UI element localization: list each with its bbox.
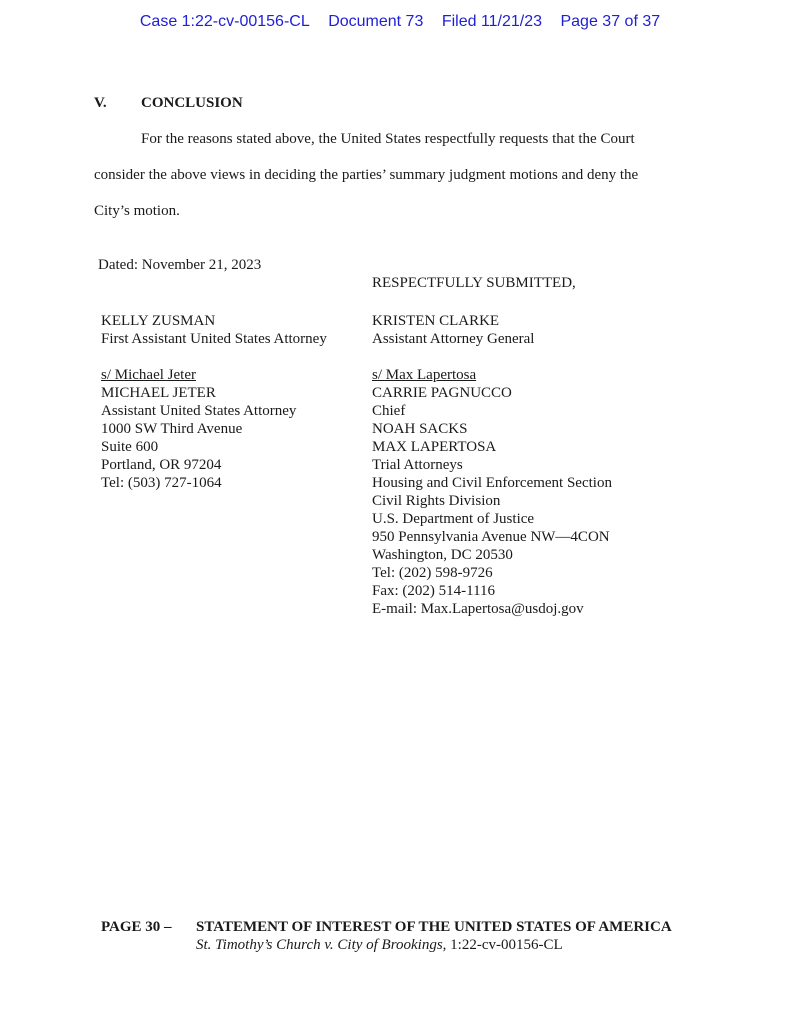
body-line-1: For the reasons stated above, the United States respectfully requests that the Court: [141, 131, 635, 147]
left-signature-block: [101, 312, 327, 492]
body-line-3: City’s motion.: [94, 203, 180, 219]
right-line: U.S. Department of Justice: [372, 511, 535, 527]
right-line: MAX LAPERTOSA: [372, 439, 497, 455]
right-line: Civil Rights Division: [372, 493, 501, 509]
right-line: CARRIE PAGNUCCO: [372, 385, 512, 401]
case-number: Case 1:22-cv-00156-CL: [139, 13, 310, 30]
left-line: 1000 SW Third Avenue: [101, 421, 243, 437]
right-signature-block: [372, 312, 612, 618]
left-name: KELLY ZUSMAN: [101, 313, 216, 329]
footer-case-number: , 1:22-cv-00156-CL: [442, 937, 563, 953]
footer-page-label: PAGE 30 –: [101, 919, 172, 935]
left-line: Suite 600: [101, 439, 159, 455]
right-line: 950 Pennsylvania Avenue NW—4CON: [372, 529, 610, 545]
section-heading: [94, 95, 243, 112]
left-line: Portland, OR 97204: [101, 457, 222, 473]
dated-line: Dated: November 21, 2023: [98, 257, 262, 273]
right-line: Fax: (202) 514-1116: [372, 583, 496, 599]
right-line: Trial Attorneys: [372, 457, 463, 473]
footer-case-name: St. Timothy’s Church v. City of Brookings: [196, 937, 443, 953]
right-line: Washington, DC 20530: [372, 547, 513, 563]
footer-title: STATEMENT OF INTEREST OF THE UNITED STATES OF AMERICA: [196, 919, 672, 935]
right-line: Housing and Civil Enforcement Section: [372, 475, 612, 491]
right-line: Chief: [372, 403, 406, 419]
respectfully-submitted: RESPECTFULLY SUBMITTED,: [372, 275, 576, 291]
body-line-2: consider the above views in deciding the parties’ summary judgment motions and deny the: [94, 167, 639, 183]
right-line: NOAH SACKS: [372, 421, 468, 437]
section-title: CONCLUSION: [141, 95, 243, 111]
footer-case-caption: [196, 937, 563, 954]
left-signature: s/ Michael Jeter: [101, 367, 196, 383]
filed-date: Filed 11/21/23: [441, 13, 543, 30]
left-line: MICHAEL JETER: [101, 385, 216, 401]
ecf-header: [0, 13, 800, 31]
page-count: Page 37 of 37: [560, 13, 661, 30]
right-signature: s/ Max Lapertosa: [372, 367, 477, 383]
left-line: Assistant United States Attorney: [101, 403, 297, 419]
right-line: Tel: (202) 598-9726: [372, 565, 493, 581]
section-number: V.: [94, 95, 107, 111]
right-title: Assistant Attorney General: [372, 331, 535, 347]
left-title: First Assistant United States Attorney: [101, 331, 327, 347]
right-line: E-mail: Max.Lapertosa@usdoj.gov: [372, 601, 584, 617]
left-line: Tel: (503) 727-1064: [101, 475, 222, 491]
right-name: KRISTEN CLARKE: [372, 313, 500, 329]
document-number: Document 73: [328, 13, 424, 30]
